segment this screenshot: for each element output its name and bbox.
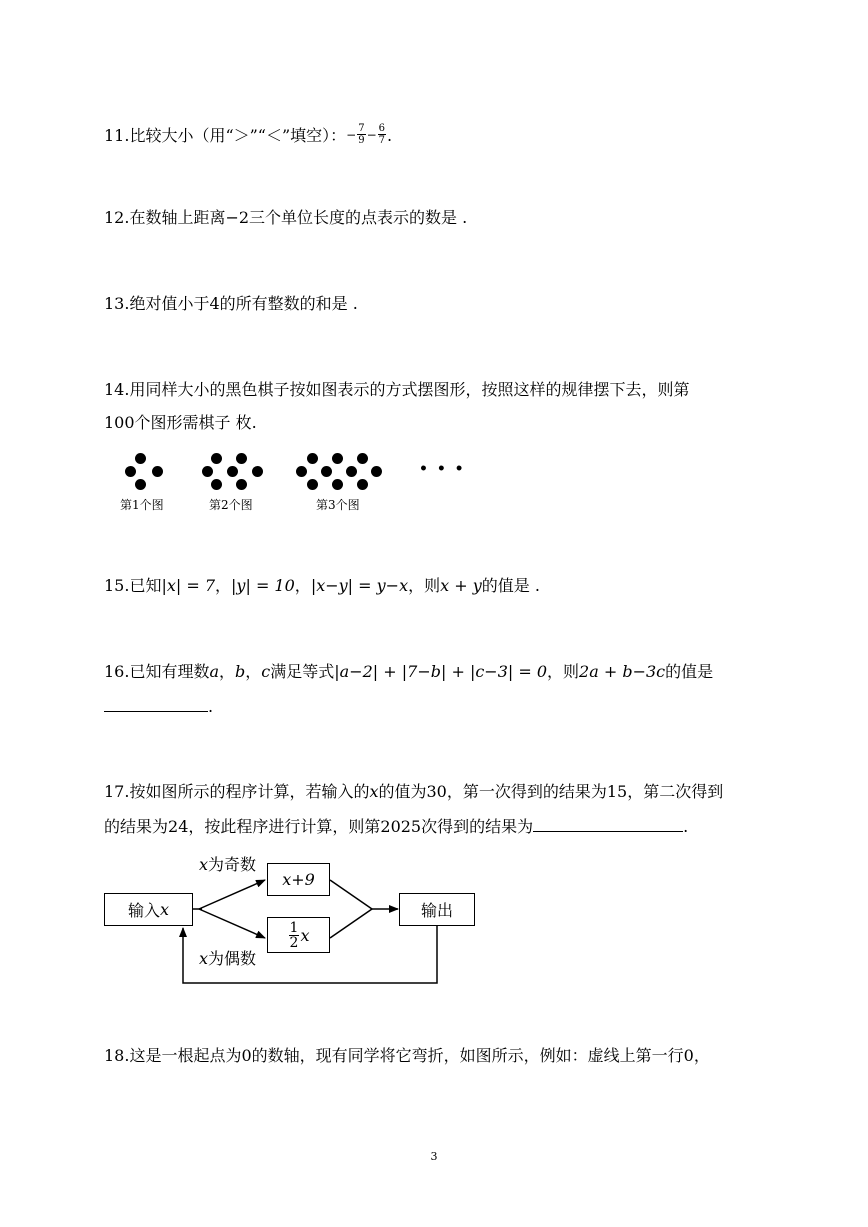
flow-output-box: 输出 bbox=[399, 893, 475, 926]
question-17-line1: 17.按如图所示的程序计算，若输入的x的值为30，第一次得到的结果为15，第二次得到 bbox=[104, 782, 724, 801]
q13-number: 4 bbox=[209, 294, 220, 313]
question-16-answer-line: . bbox=[104, 697, 213, 717]
flow-arrow-even bbox=[199, 909, 265, 938]
pattern-ellipsis: • • • bbox=[419, 461, 466, 477]
caption-figure-3: 第3个图 bbox=[316, 498, 360, 512]
flow-even-box: $\frac{1}{2}$ x bbox=[267, 917, 330, 953]
flow-arrow-odd bbox=[199, 880, 265, 909]
question-14-line1: 14.用同样大小的黑色棋子按如图表示的方式摆图形，按照这样的规律摆下去，则第 bbox=[104, 380, 690, 399]
question-13: 13.绝对值小于4的所有整数的和是 . bbox=[104, 294, 358, 313]
q11-frac1: − $\frac{7}{9}$ − $\frac{6}{7}$ bbox=[346, 123, 386, 146]
flow-line bbox=[330, 880, 372, 909]
question-12: 12.在数轴上距离−2三个单位长度的点表示的数是 . bbox=[104, 208, 468, 227]
flow-odd-box: x+9 bbox=[267, 863, 330, 896]
question-15: 15.已知|x| = 7，|y| = 10，|x−y| = y−x，则x + y的值是 . bbox=[104, 576, 540, 595]
flow-line bbox=[330, 909, 372, 938]
caption-figure-1: 第1个图 bbox=[120, 498, 164, 512]
q11-text: 11.比较大小（用“＞”“＜”填空）： bbox=[104, 126, 347, 145]
question-18: 18.这是一根起点为0的数轴，现有同学将它弯折，如图所示，例如：虚线上第一行0， bbox=[104, 1046, 710, 1065]
question-14-line2: 100个图形需棋子 枚. bbox=[104, 413, 257, 432]
question-17-line2: 的结果为24，按此程序进行计算，则第2025次得到的结果为 . bbox=[104, 817, 689, 836]
q12-number: −2 bbox=[225, 208, 250, 227]
flow-even-condition: x为偶数 bbox=[199, 949, 257, 968]
question-16: 16.已知有理数a，b，c满足等式|a−2| + |7−b| + |c−3| = 0，则2a + b−3c的值是 bbox=[104, 662, 714, 681]
page-number: 3 bbox=[430, 1150, 438, 1163]
flow-odd-condition: x为奇数 bbox=[199, 855, 257, 874]
question-11: 11.比较大小（用“＞”“＜”填空）：− $\frac{7}{9}$ − $\frac{6}{7}$ . bbox=[104, 123, 393, 146]
flow-input-box: 输入 x bbox=[104, 893, 193, 926]
caption-figure-2: 第2个图 bbox=[209, 498, 253, 512]
